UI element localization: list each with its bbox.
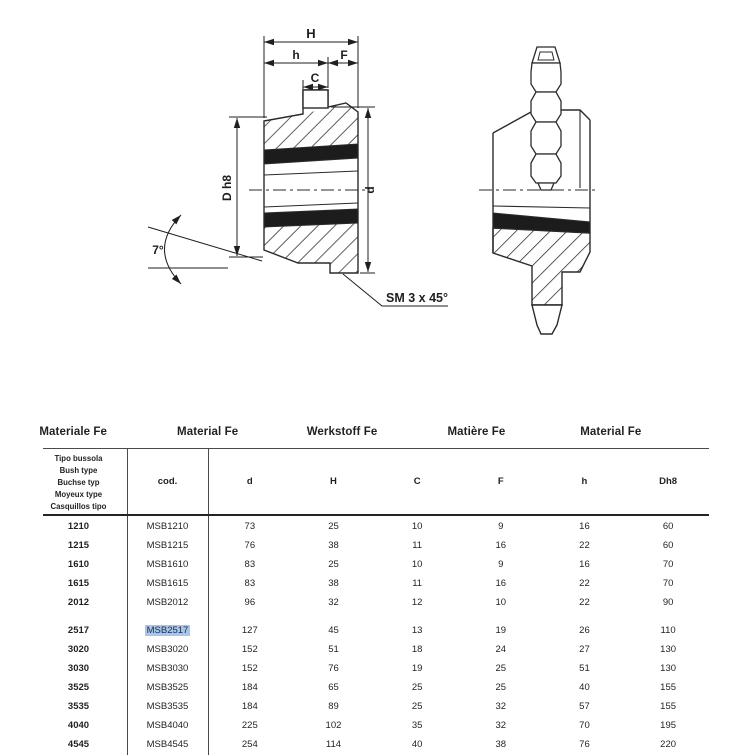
table-row [30, 593, 712, 612]
value-cell: 25 [411, 701, 423, 712]
language-header-row [6, 426, 678, 438]
value-cell: 65 [328, 682, 339, 693]
bush-type-cell: 1610 [67, 559, 90, 570]
value-cell: 70 [662, 578, 674, 589]
cod-cell: MSB3525 [146, 682, 189, 693]
value-cell: 40 [579, 682, 590, 693]
label-H: H [306, 26, 316, 41]
value-cell: 10 [411, 559, 423, 570]
value-cell: 18 [411, 644, 423, 655]
plate-top-slant [493, 112, 531, 133]
bush-type-cell: 1215 [67, 540, 90, 551]
flange-top-edge [561, 110, 590, 120]
table-row [30, 735, 712, 754]
value-cell: 11 [412, 578, 423, 589]
table-row [30, 697, 712, 716]
label-d: d [363, 186, 377, 194]
value-cell: 38 [328, 578, 339, 589]
cod-cell: MSB1610 [146, 559, 189, 570]
chain-link [531, 154, 561, 183]
slot-notch [303, 90, 328, 108]
label-C: C [310, 71, 320, 85]
value-cell: 12 [411, 597, 423, 608]
bush-type-cell: 1615 [67, 578, 90, 589]
value-cell: 76 [244, 540, 256, 551]
bush-type-line: Casquillos tipo [50, 502, 107, 511]
table-row [30, 716, 712, 735]
value-cell: 70 [662, 559, 674, 570]
value-cell: 102 [325, 720, 342, 731]
table-row-group [30, 517, 712, 612]
value-cell: 22 [579, 578, 590, 589]
column-header-h: h [581, 476, 588, 487]
table-row [30, 621, 712, 640]
column-header-d: d [246, 476, 253, 487]
column-header-C: C [413, 476, 421, 487]
table-body [30, 517, 712, 754]
cod-cell: MSB1615 [146, 578, 189, 589]
table-row [30, 555, 712, 574]
chain-link-stack [531, 47, 561, 190]
value-cell: 22 [579, 597, 590, 608]
column-header-H: H [330, 476, 337, 487]
bush-type-cell: 3525 [67, 682, 90, 693]
table-row [30, 536, 712, 555]
bore-edge-lower [264, 203, 358, 207]
cod-cell: MSB3535 [146, 701, 189, 712]
chain-tooth-bottom [538, 183, 554, 190]
subheader-rule [43, 514, 709, 516]
value-cell: 10 [495, 597, 507, 608]
value-cell: 254 [241, 739, 258, 750]
cod-cell [127, 625, 208, 636]
bush-type-header [30, 453, 127, 513]
value-cell: 25 [495, 663, 507, 674]
value-cell: 76 [328, 663, 339, 674]
table-row [30, 659, 712, 678]
value-cell: 32 [495, 701, 507, 712]
header-material-fe-es: Material Fe [580, 426, 642, 438]
chain-link [531, 122, 561, 154]
bush-type-line: Tipo bussola [54, 454, 103, 463]
bore-edge [493, 206, 590, 208]
table-row-group [30, 621, 712, 754]
header-material-fe-en: Material Fe [177, 426, 239, 438]
label-h: h [292, 48, 300, 62]
value-cell: 16 [495, 578, 507, 589]
value-cell: 32 [328, 597, 339, 608]
shaft-tip [532, 305, 562, 334]
table-row [30, 640, 712, 659]
bush-type-cell: 3535 [67, 701, 90, 712]
value-cell: 83 [244, 578, 256, 589]
value-cell: 19 [495, 625, 507, 636]
label-taper-angle: 7° [152, 243, 164, 257]
value-cell: 110 [660, 625, 676, 636]
value-cell: 9 [498, 521, 504, 532]
value-cell: 22 [579, 540, 590, 551]
dimension-table [0, 420, 755, 755]
bore-edge-upper [264, 171, 358, 175]
label-Dh8: D h8 [220, 174, 234, 202]
value-cell: 130 [660, 663, 677, 674]
value-cell: 25 [495, 682, 507, 693]
value-cell: 13 [411, 625, 423, 636]
value-cell: 38 [328, 540, 339, 551]
value-cell: 9 [498, 559, 504, 570]
value-cell: 225 [241, 720, 258, 731]
value-cell: 11 [412, 540, 423, 551]
cod-cell: MSB3020 [146, 644, 189, 655]
value-cell: 57 [579, 701, 590, 712]
value-cell: 32 [495, 720, 507, 731]
bush-type-cell: 2517 [67, 625, 90, 636]
selected-text-highlight: MSB2517 [146, 625, 189, 636]
value-cell: 127 [241, 625, 258, 636]
label-chamfer: SM 3 x 45° [386, 291, 448, 305]
taper-angle-arc [165, 215, 182, 284]
bush-type-cell: 4545 [67, 739, 90, 750]
value-cell: 35 [411, 720, 423, 731]
value-cell: 73 [244, 521, 256, 532]
table-row [30, 517, 712, 536]
dimension-annotations [148, 26, 448, 306]
value-cell: 114 [325, 739, 342, 750]
value-cell: 152 [241, 663, 258, 674]
value-cell: 184 [241, 682, 258, 693]
bush-type-cell: 3020 [67, 644, 90, 655]
cod-cell: MSB3030 [146, 663, 189, 674]
header-werkstoff-fe: Werkstoff Fe [306, 426, 378, 438]
cod-cell: MSB4040 [146, 720, 189, 731]
value-cell: 184 [241, 701, 258, 712]
value-cell: 51 [328, 644, 339, 655]
value-cell: 83 [244, 559, 256, 570]
sprocket-side-view [479, 47, 598, 334]
bush-type-cell: 2012 [67, 597, 90, 608]
column-headers-row [208, 449, 710, 514]
table-row [30, 678, 712, 697]
column-header-F: F [497, 476, 504, 487]
value-cell: 26 [579, 625, 590, 636]
value-cell: 220 [660, 739, 677, 750]
cod-cell: MSB4545 [146, 739, 189, 750]
value-cell: 60 [662, 540, 674, 551]
bush-section-view [249, 90, 370, 273]
column-header-cod: cod. [157, 476, 178, 487]
value-cell: 90 [662, 597, 674, 608]
table-row [30, 574, 712, 593]
value-cell: 40 [411, 739, 423, 750]
sprocket-hatch-region [493, 228, 590, 305]
value-cell: 27 [579, 644, 590, 655]
value-cell: 38 [495, 739, 507, 750]
bush-type-cell: 3030 [67, 663, 90, 674]
bush-type-cell: 4040 [67, 720, 90, 731]
bush-type-line: Buchse typ [57, 478, 100, 487]
chain-link-inner [538, 52, 554, 60]
bush-type-line: Bush type [59, 466, 98, 475]
header-materiale-fe: Materiale Fe [39, 426, 108, 438]
value-cell: 96 [244, 597, 256, 608]
value-cell: 10 [411, 521, 423, 532]
cod-cell: MSB1215 [146, 540, 189, 551]
value-cell: 25 [411, 682, 423, 693]
value-cell: 45 [328, 625, 339, 636]
value-cell: 70 [579, 720, 590, 731]
value-cell: 155 [660, 682, 677, 693]
value-cell: 60 [662, 521, 674, 532]
value-cell: 130 [660, 644, 677, 655]
label-F: F [340, 48, 348, 62]
value-cell: 89 [328, 701, 339, 712]
value-cell: 19 [411, 663, 423, 674]
chain-link [531, 63, 561, 92]
value-cell: 16 [579, 559, 590, 570]
value-cell: 51 [579, 663, 590, 674]
chain-link [531, 92, 561, 122]
value-cell: 76 [579, 739, 590, 750]
value-cell: 25 [328, 559, 339, 570]
lower-hatch-region [264, 223, 358, 273]
header-matiere-fe: Matière Fe [447, 426, 506, 438]
value-cell: 155 [660, 701, 677, 712]
cod-cell: MSB2012 [146, 597, 189, 608]
column-header-Dh8: Dh8 [659, 476, 678, 487]
bush-type-line: Moyeux type [54, 490, 103, 499]
cod-cell: MSB1210 [146, 521, 189, 532]
value-cell: 16 [579, 521, 590, 532]
value-cell: 152 [241, 644, 258, 655]
bush-type-cell: 1210 [67, 521, 90, 532]
value-cell: 195 [660, 720, 677, 731]
value-cell: 16 [495, 540, 507, 551]
value-cell: 25 [328, 521, 339, 532]
value-cell: 24 [495, 644, 507, 655]
